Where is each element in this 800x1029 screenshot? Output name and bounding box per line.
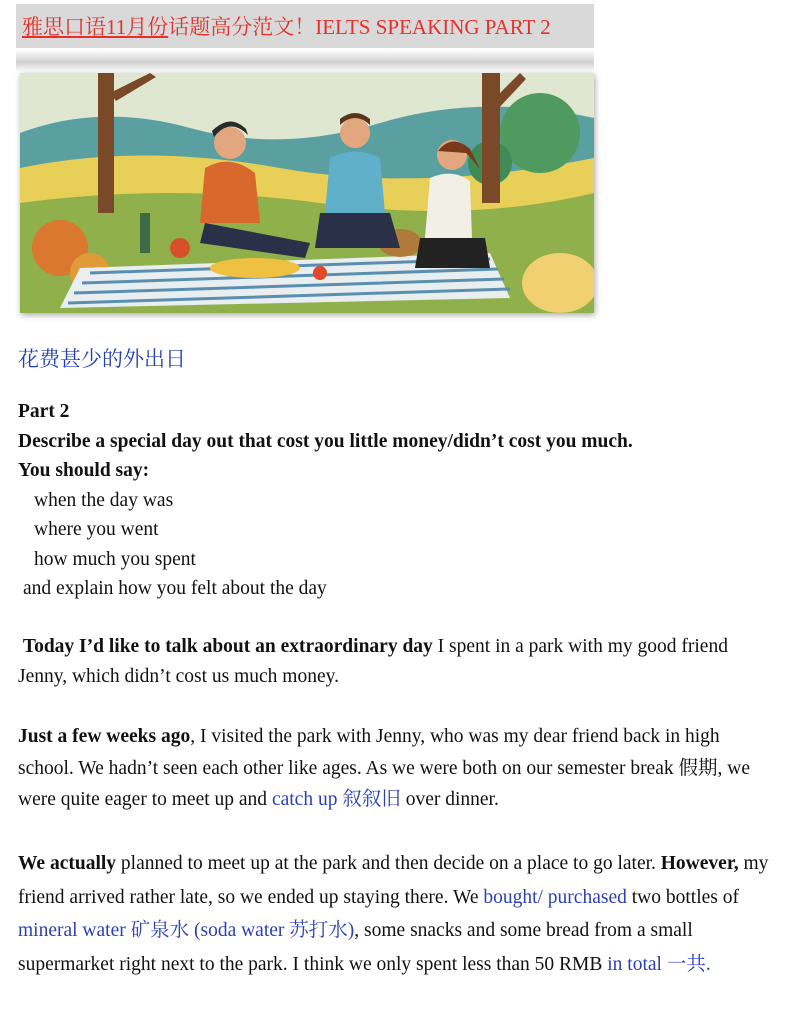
title-rest: 话题高分范文！IELTS SPEAKING PART 2 — [168, 15, 551, 39]
answer-paragraph-3 — [18, 847, 778, 981]
paragraph-text: I spent in a park with my good friend Jenny, which didn’t cost us much money. — [18, 636, 728, 687]
paragraph-text: two bottles of — [626, 886, 739, 908]
bold-phrase: Today I’d like to talk about an extraordinary day — [22, 636, 433, 657]
paragraph-text: , some snacks and some bread from a small supermarket right next to the park. I think we only spent less than 50 RMB — [18, 920, 693, 975]
should-say-label: You should say: — [18, 460, 150, 481]
cue-point: when the day was — [34, 489, 174, 511]
title-shadow — [16, 50, 594, 72]
paragraph-text: my friend arrived rather late, so we ended up staying there. We — [18, 853, 769, 908]
bold-phrase: Just a few weeks ago — [18, 726, 191, 747]
bold-phrase: However, — [660, 853, 739, 874]
title-banner — [16, 4, 594, 48]
bold-phrase: We actually — [18, 853, 117, 874]
vocab-highlight: mineral water 矿泉水 (soda water 苏打水) — [18, 920, 355, 941]
question-text: Describe a special day out that cost you little money/didn’t cost you much. — [18, 430, 633, 452]
question-prompt — [18, 397, 633, 604]
paragraph-text: over dinner. — [400, 789, 499, 810]
paragraph-text: planned to meet up at the park and then decide on a place to go later. — [116, 853, 661, 874]
paragraph-text: , I visited the park with Jenny, who was my dear friend back in high school. We hadn’t seen each other like ages. As we were both on our semester break 假期, we were quite eager to meet up and — [18, 726, 750, 810]
picnic-image — [20, 73, 594, 313]
picnic-illustration — [20, 73, 594, 313]
topic-heading: 花费甚少的外出日 — [18, 347, 186, 371]
cue-point: how much you spent — [34, 548, 196, 570]
vocab-highlight: in total 一共. — [607, 953, 711, 975]
cue-point: where you went — [34, 519, 159, 540]
title-underlined: 雅思口语11月份 — [22, 15, 169, 39]
answer-paragraph-2 — [18, 721, 778, 816]
answer-paragraph-1 — [18, 632, 778, 692]
vocab-highlight: bought/ purchased — [483, 886, 627, 908]
article-title — [22, 11, 551, 41]
vocab-highlight: catch up 叙叙旧 — [271, 789, 401, 810]
explain-point: and explain how you felt about the day — [23, 578, 327, 599]
part-label: Part 2 — [18, 401, 70, 422]
